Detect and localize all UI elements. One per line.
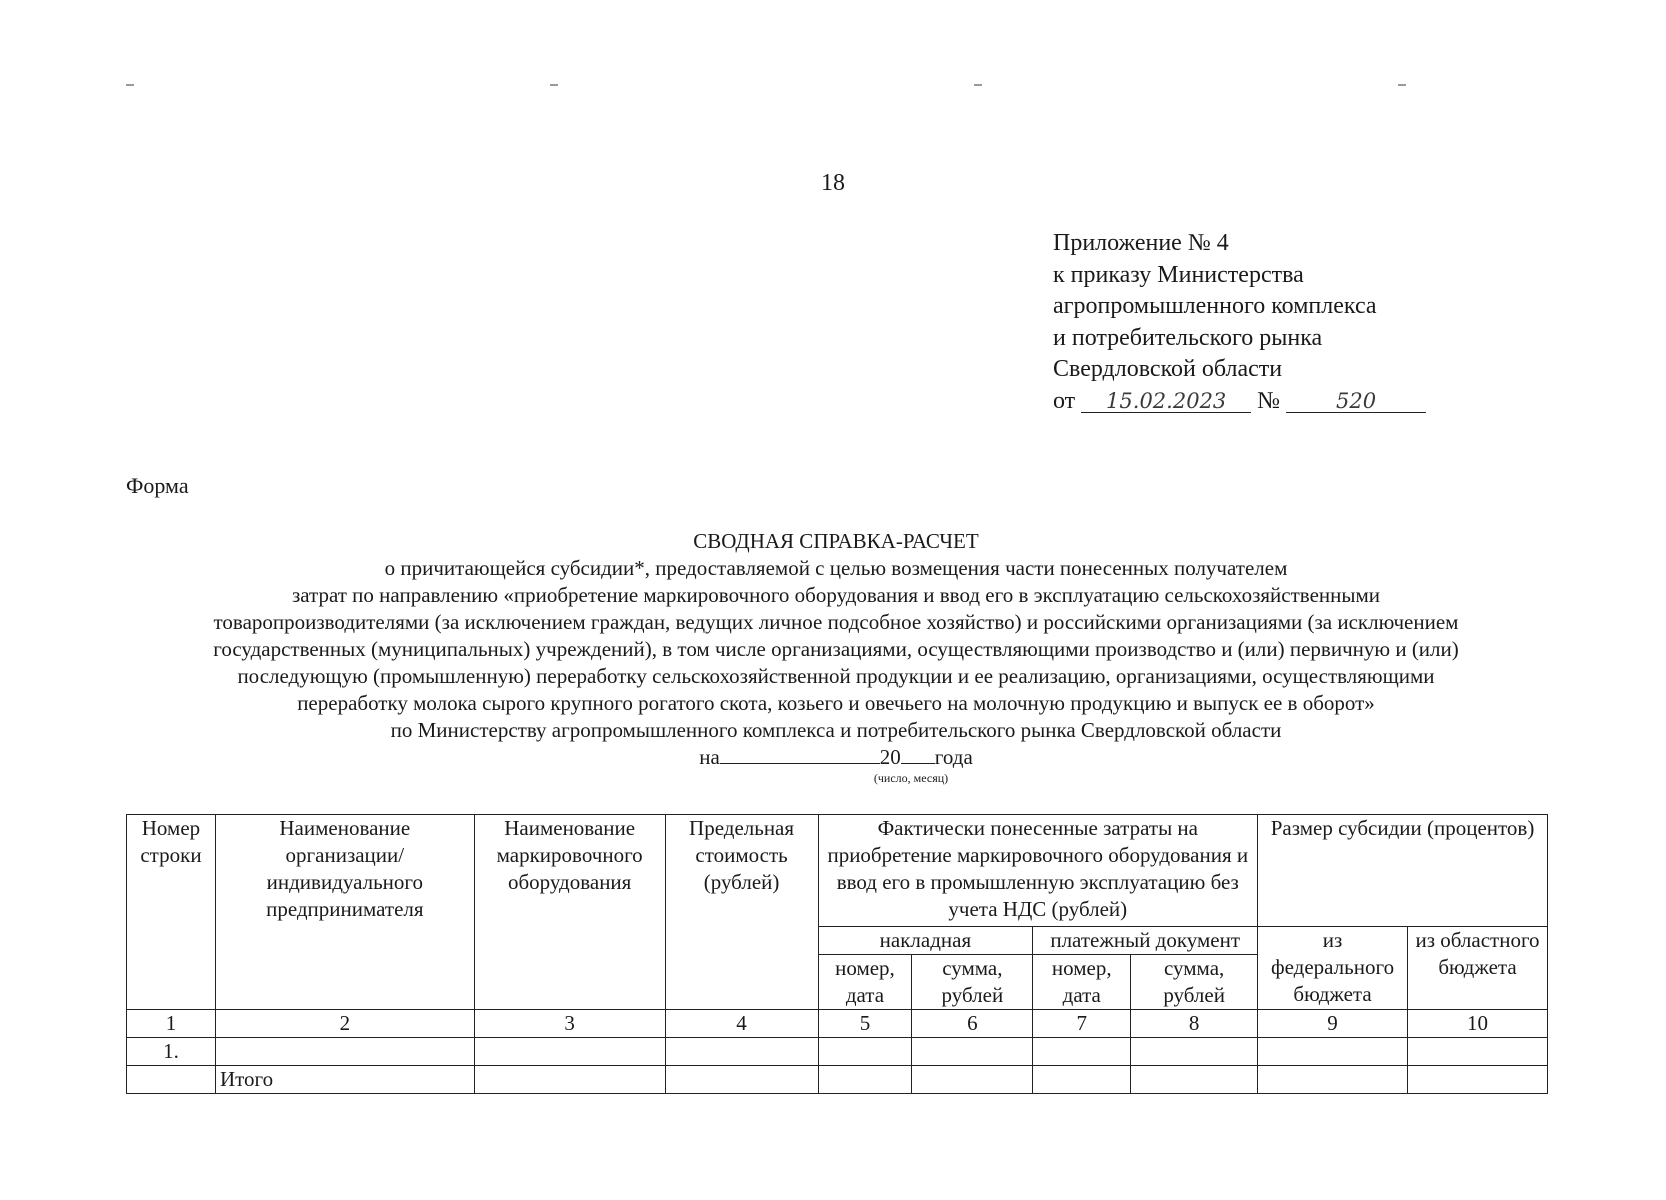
table-cell [127,1066,216,1094]
column-number: 5 [818,1010,912,1038]
table-cell[interactable] [1258,1038,1408,1066]
table-cell[interactable] [1258,1066,1408,1094]
number-prefix: № [1257,387,1281,414]
total-label: Итого [215,1066,474,1094]
table-cell[interactable] [1131,1066,1258,1094]
column-number: 10 [1408,1010,1548,1038]
table-cell[interactable] [818,1038,912,1066]
table-cell[interactable] [474,1038,665,1066]
summary-table [126,814,1548,1094]
header-actual-costs: Фактически понесенные затраты на приобретение маркировочного оборудования и ввод его в промышленную эксплуатацию без учета НДС (рублей) [818,815,1258,927]
table-cell[interactable] [1408,1066,1548,1094]
page-number: 18 [821,170,845,196]
appendix-line: и потребительского рынка [1053,324,1323,351]
column-number: 8 [1131,1010,1258,1038]
appendix-block [1053,228,1426,417]
header-max-cost: Предельная стоимость (рублей) [665,815,818,1010]
table-cell[interactable] [665,1038,818,1066]
year-blank[interactable] [901,745,935,764]
date-caption: (число, месяц) [873,771,949,785]
heading-line: затрат по направлению «приобретение маркировочного оборудования и ввод его в эксплуатацию сельскохозяйственными [291,583,1381,607]
table-row [127,1038,1548,1066]
row-number: 1. [127,1038,216,1066]
year-prefix: 20 [879,745,901,769]
heading-line: товаропроизводителями (за исключением граждан, ведущих личное подсобное хозяйство) и российскими организациями (за исключением [213,610,1459,634]
heading-line: переработку молока сырого крупного рогатого скота, козьего и овечьего на молочную продукцию и выпуск ее в оборот» [297,691,1375,715]
column-number: 1 [127,1010,216,1038]
header-equipment: Наименование маркировочного оборудования [474,815,665,1010]
heading-line: последующую (промышленную) переработку сельскохозяйственной продукции и ее реализацию, организациями, осуществляющими [237,664,1435,688]
date-prefix: от [1053,387,1076,414]
appendix-line: агропромышленного комплекса [1053,293,1377,319]
header-federal-budget: из федерального бюджета [1258,927,1408,1010]
header-invoice: накладная [818,927,1033,955]
column-number: 3 [474,1010,665,1038]
table-cell[interactable] [912,1038,1033,1066]
table-cell[interactable] [912,1066,1033,1094]
appendix-line: Свердловской области [1053,356,1283,382]
header-row-number: Номер строки [127,815,216,1010]
form-label: Форма [126,473,189,498]
day-month-blank[interactable] [720,745,880,764]
header-payment-sum: сумма, рублей [1131,955,1258,1010]
report-date-line [126,744,1546,771]
column-number: 6 [912,1010,1033,1038]
header-regional-budget: из областного бюджета [1408,927,1548,1010]
table-cell[interactable] [474,1066,665,1094]
column-number: 4 [665,1010,818,1038]
date-suffix: года [934,745,973,769]
table-cell[interactable] [1033,1038,1131,1066]
table-cell[interactable] [1131,1038,1258,1066]
handwritten-date: 15.02.2023 [1081,390,1251,413]
total-row [127,1066,1548,1094]
table-cell[interactable] [1408,1038,1548,1066]
column-number: 7 [1033,1010,1131,1038]
scan-mark [1398,84,1406,86]
header-payment-num-date: номер, дата [1033,955,1131,1010]
header-organization: Наименование организации/ индивидуального предпринимателя [215,815,474,1010]
heading-line: по Министерству агропромышленного комплекса и потребительского рынка Свердловской области [390,718,1282,742]
table-cell[interactable] [818,1066,912,1094]
document-heading [126,528,1546,785]
column-number: 2 [215,1010,474,1038]
heading-title: СВОДНАЯ СПРАВКА-РАСЧЕТ [693,529,979,553]
header-invoice-sum: сумма, рублей [912,955,1033,1010]
appendix-line: к приказу Министерства [1053,261,1304,288]
header-invoice-num-date: номер, дата [818,955,912,1010]
scan-mark [550,84,558,86]
header-payment-doc: платежный документ [1033,927,1258,955]
appendix-line: Приложение № 4 [1053,230,1229,256]
column-number: 9 [1258,1010,1408,1038]
order-date-line [1053,386,1426,418]
scan-mark [126,84,134,86]
scan-mark [974,84,982,86]
table-cell[interactable] [1033,1066,1131,1094]
heading-line: о причитающейся субсидии*, предоставляемой с целью возмещения части понесенных получателем [384,556,1288,580]
header-subsidy-size: Размер субсидии (процентов) [1258,815,1548,927]
date-prefix: на [699,745,720,769]
heading-line: государственных (муниципальных) учреждений), в том числе организациями, осуществляющими производство и (или) первичную и (или) [213,637,1459,661]
table-cell[interactable] [215,1038,474,1066]
handwritten-number: 520 [1286,390,1426,413]
table-cell[interactable] [665,1066,818,1094]
